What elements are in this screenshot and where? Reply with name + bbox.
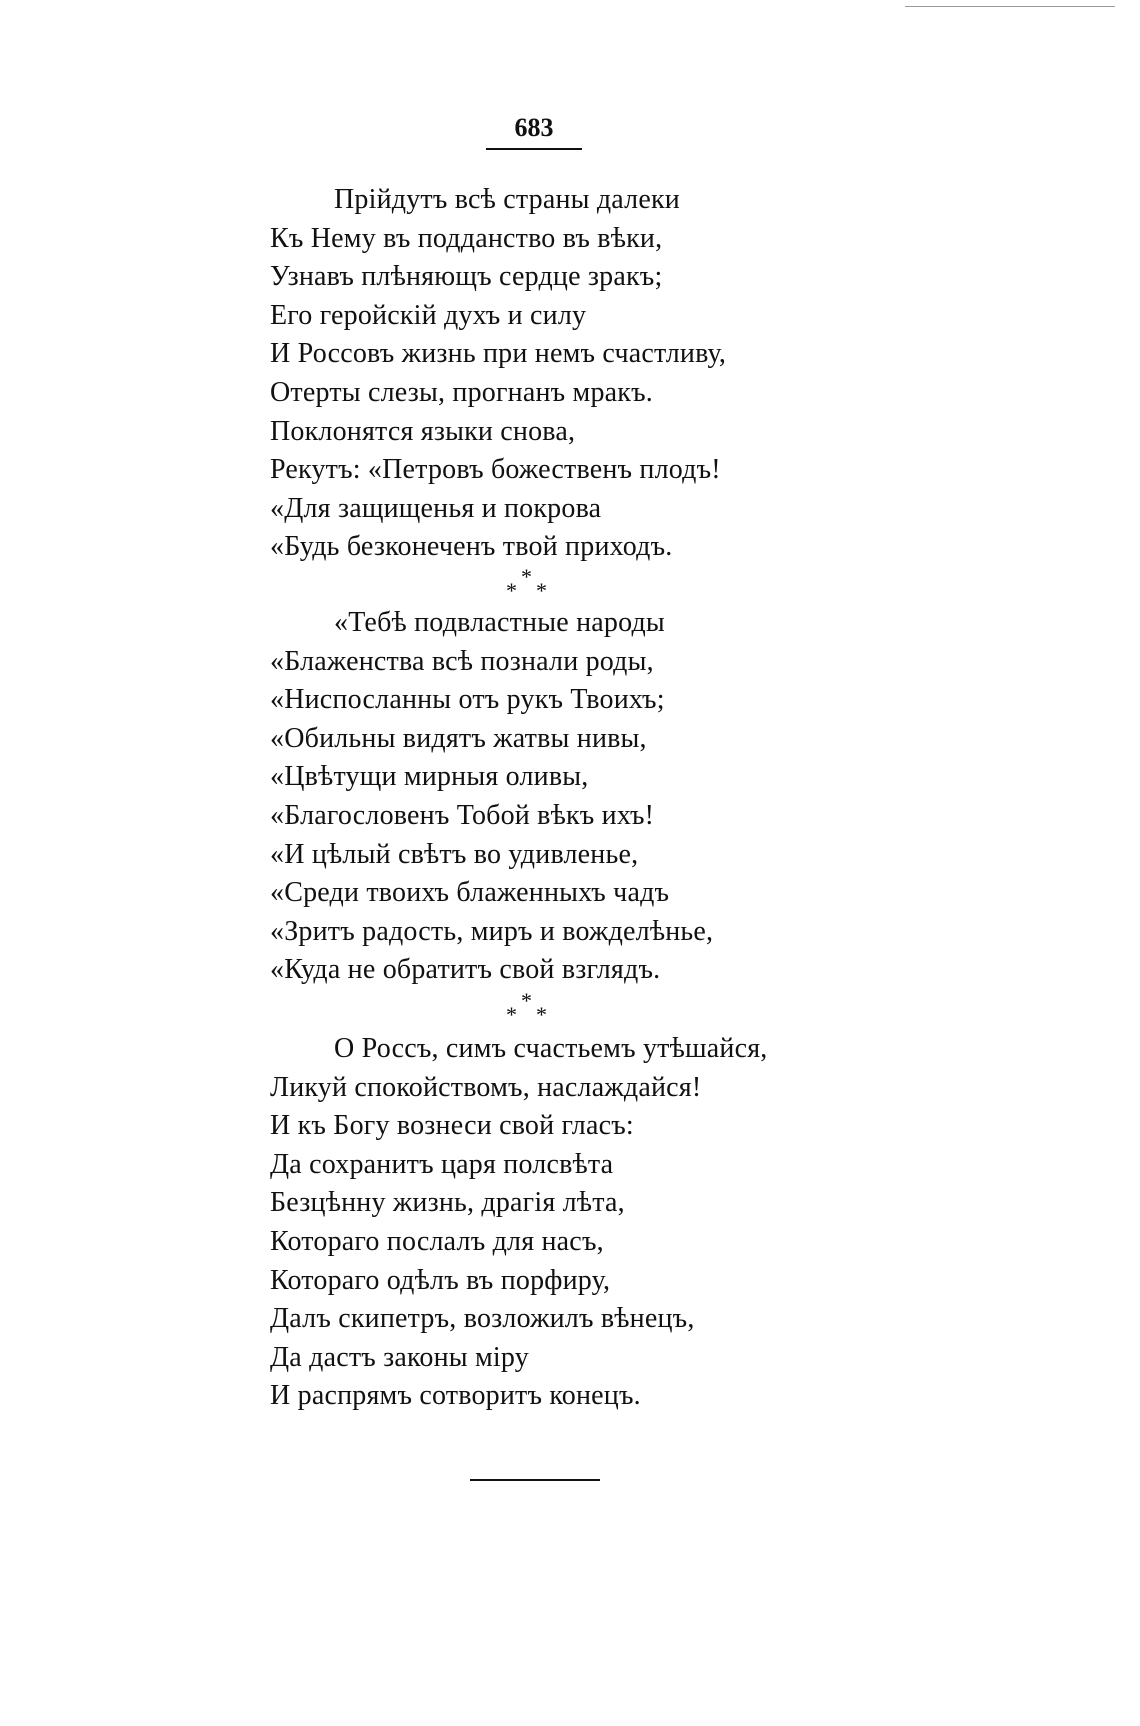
verse-line: «Для защищенья и покрова [270,492,602,524]
page-number: 683 [514,113,554,142]
verse-line: «Цвѣтущи мирныя оливы, [270,761,589,793]
asterism-star: * [521,988,532,1013]
end-rule [470,1479,600,1481]
verse-line: Рекутъ: «Петровъ божественъ плодъ! [270,454,721,486]
verse-line: Поклонятся языки снова, [270,415,576,447]
top-edge-rule [905,6,1115,7]
asterism-divider [506,990,566,1030]
verse-line: «Куда не обратитъ свой взглядъ. [270,954,661,986]
verse-line: «Тебѣ подвластные народы [334,607,665,638]
stanza-3 [270,1030,870,1416]
verse-line: Прійдутъ всѣ страны далеки [334,184,680,215]
verse-line: Безцѣнну жизнь, драгія лѣта, [270,1187,625,1219]
verse-line: Котораго послалъ для насъ, [270,1225,604,1257]
verse-line: Да сохранитъ царя полсвѣта [270,1148,614,1180]
verse-line: «Ниспосланны отъ рукъ Твоихъ; [270,684,665,716]
verse-line: Его геройскій духъ и силу [270,299,587,331]
verse-line: «Зритъ радость, миръ и вожделѣнье, [270,915,714,947]
asterism-divider [506,566,566,606]
verse-line: Ликуй спокойствомъ, наслаждайся! [270,1071,702,1103]
verse-line: И къ Богу вознеси свой гласъ: [270,1110,634,1142]
verse-line: «Обильны видятъ жатвы нивы, [270,722,647,754]
verse-line: Узнавъ плѣняющъ сердце зракъ; [270,261,663,293]
verse-line: Отерты слезы, прогнанъ мракъ. [270,376,653,408]
verse-line: О Россъ, симъ счастьемъ утѣшайся, [334,1033,768,1064]
verse-line: «Благословенъ Тобой вѣкъ ихъ! [270,799,655,831]
verse-line: Къ Нему въ подданство въ вѣки, [270,222,663,254]
verse-line: Далъ скипетръ, возложилъ вѣнецъ, [270,1303,695,1335]
verse-line: «Будь безконеченъ твой приходъ. [270,531,673,563]
verse-line: «Блаженства всѣ познали роды, [270,645,654,677]
asterism-star: * [521,564,532,589]
asterism-star: * [506,1002,517,1027]
verse-line: И Россовъ жизнь при немъ счастливу, [270,338,727,370]
asterism-star: * [536,1002,547,1027]
stanza-1 [270,181,870,567]
verse-line: «И цѣлый свѣтъ во удивленье, [270,838,639,870]
page-number-underline [486,148,582,150]
verse-line: Да дастъ законы міру [270,1341,529,1373]
verse-line: И распрямъ сотворитъ конецъ. [270,1380,641,1412]
asterism-star: * [536,578,547,603]
verse-line: «Среди твоихъ блаженныхъ чадъ [270,877,670,909]
stanza-2 [270,604,870,990]
asterism-star: * [506,578,517,603]
verse-line: Котораго одѣлъ въ порфиру, [270,1264,611,1296]
